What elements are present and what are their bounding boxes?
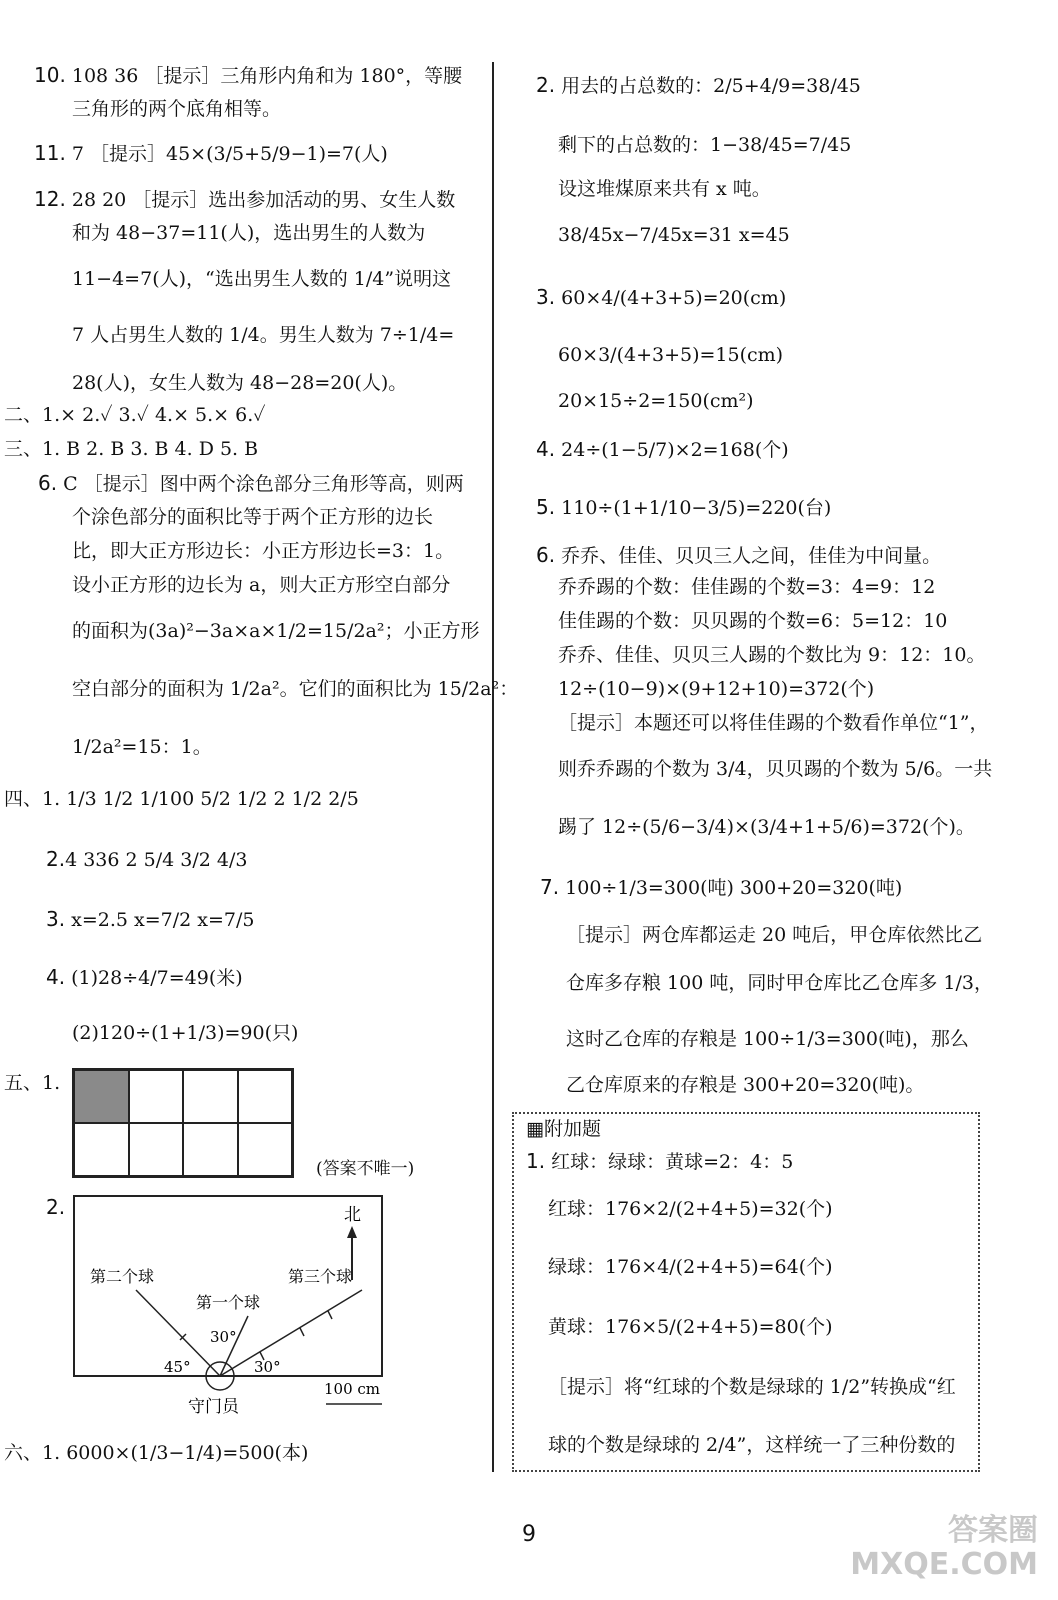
page-number: 9 [522, 1522, 536, 1547]
tick-mark [300, 1328, 304, 1336]
field-border [74, 1196, 382, 1376]
ball-2-label: 第二个球 [90, 1267, 155, 1286]
answer-not-unique-note: (答案不唯一) [316, 1159, 415, 1179]
bonus-icon: ▦ [526, 1118, 544, 1140]
answer-10: 10. 108 36 ［提示］三角形内角和为 180°，等腰 [34, 63, 463, 87]
watermark-logo: 答案圈 MXQE.COM [850, 1513, 1038, 1582]
section-4-answer-4: 4. (1)28÷4/7=49(米) [46, 965, 243, 989]
bonus-yellow: 黄球：176×5/(2+4+5)=80(个) [548, 1316, 833, 1338]
answer-10-cont: 三角形的两个底角相等。 [72, 98, 282, 120]
goalkeeper-label: 守门员 [188, 1397, 239, 1417]
grid-cell [238, 1123, 293, 1176]
north-label: 北 [344, 1205, 361, 1225]
grid-cell [183, 1123, 238, 1176]
section-5-answer-2-label: 2. [46, 1195, 66, 1219]
answer-r7: 7. 100÷1/3=300(吨) 300+20=320(吨) [540, 875, 903, 899]
answer-r7-line4: 这时乙仓库的存粮是 100÷1/3=300(吨)，那么 [566, 1028, 969, 1050]
answer-r2: 2. 用去的占总数的：2/5+4/9=38/45 [536, 73, 861, 97]
answer-r3: 3. 60×4/(4+3+5)=20(cm) [536, 285, 787, 309]
bonus-red: 红球：176×2/(2+4+5)=32(个) [548, 1198, 833, 1220]
section-4-answer-3: 3. x=2.5 x=7/2 x=7/5 [46, 907, 255, 931]
answer-12-line2: 和为 48−37=11(人)，选出男生的人数为 [72, 222, 426, 244]
section-5-label: 五、1. [4, 1072, 61, 1094]
answer-r2-line2: 剩下的占总数的：1−38/45=7/45 [558, 134, 852, 156]
answer-r7-line5: 乙仓库原来的存粮是 300+20=320(吨)。 [566, 1074, 925, 1096]
answer-r6-line6: ［提示］本题还可以将佳佳踢的个数看作单位“1”， [558, 712, 989, 734]
answer-r6-line8: 踢了 12÷(5/6−3/4)×(3/4+1+5/6)=372(个)。 [558, 816, 975, 838]
tick-mark [328, 1311, 332, 1319]
answer-r4: 4. 24÷(1−5/7)×2=168(个) [536, 437, 789, 461]
answer-r7-line2: ［提示］两仓库都运走 20 吨后，甲仓库依然比乙 [566, 924, 983, 946]
answer-3-6-line4: 设小正方形的边长为 a，则大正方形空白部分 [72, 574, 451, 596]
grid-cell [129, 1070, 184, 1123]
answer-12: 12. 28 20 ［提示］选出参加活动的男、女生人数 [34, 187, 456, 211]
bonus-green: 绿球：176×4/(2+4+5)=64(个) [548, 1256, 833, 1278]
answer-r5: 5. 110÷(1+1/10−3/5)=220(台) [536, 495, 832, 519]
grid-cell [129, 1123, 184, 1176]
angle-30-label-1: 30° [210, 1328, 237, 1346]
answer-r2-line3: 设这堆煤原来共有 x 吨。 [558, 178, 771, 200]
section-4-answer-2: 2.4 336 2 5/4 3/2 4/3 [46, 847, 248, 871]
scale-label: 100 cm [324, 1380, 381, 1398]
kick-direction-diagram [60, 1190, 400, 1430]
bonus-hint-1: ［提示］将“红球的个数是绿球的 1/2”转换成“红 [548, 1376, 956, 1398]
column-divider [492, 62, 494, 1472]
grid-cell [183, 1070, 238, 1123]
bonus-title: ▦附加题 [526, 1118, 601, 1140]
answer-r6: 6. 乔乔、佳佳、贝贝三人之间，佳佳为中间量。 [536, 543, 942, 567]
section-6-answer-1: 六、1. 6000×(1/3−1/4)=500(本) [4, 1442, 309, 1464]
grid-cell [238, 1070, 293, 1123]
answer-r7-line3: 仓库多存粮 100 吨，同时甲仓库比乙仓库多 1/3， [566, 972, 993, 994]
answer-r6-line4: 乔乔、佳佳、贝贝三人踢的个数比为 9：12：10。 [558, 644, 986, 666]
ball-3-label: 第三个球 [288, 1267, 353, 1286]
section-3-answers: 三、1. B 2. B 3. B 4. D 5. B [4, 438, 259, 460]
answer-r3-line3: 20×15÷2=150(cm²) [558, 390, 754, 412]
bonus-answer-1: 1. 红球：绿球：黄球=2：4：5 [526, 1149, 794, 1173]
answer-r6-line2: 乔乔踢的个数：佳佳踢的个数=3：4=9：12 [558, 576, 936, 598]
ball-1-label: 第一个球 [196, 1293, 261, 1312]
answer-12-line3: 11−4=7(人)，“选出男生人数的 1/4”说明这 [72, 268, 452, 290]
answer-3-6-line5: 的面积为(3a)²−3a×a×1/2=15/2a²；小正方形 [72, 620, 480, 642]
grid-cell [74, 1123, 129, 1176]
section-4-answer-4-2: (2)120÷(1+1/3)=90(只) [72, 1022, 299, 1044]
shaded-grid [72, 1068, 294, 1178]
bonus-hint-2: 球的个数是绿球的 2/4”，这样统一了三种份数的 [548, 1434, 956, 1456]
answer-r6-line7: 则乔乔踢的个数为 3/4，贝贝踢的个数为 5/6。一共 [558, 758, 993, 780]
answer-3-6-line2: 个涂色部分的面积比等于两个正方形的边长 [72, 506, 434, 528]
section-2-answers: 二、1.× 2.✓ 3.✓ 4.× 5.× 6.✓ [4, 404, 266, 426]
answer-12-line5: 28(人)，女生人数为 48−28=20(人)。 [72, 372, 408, 394]
answer-r2-line4: 38/45x−7/45x=31 x=45 [558, 224, 790, 246]
answer-3-6-line6: 空白部分的面积为 1/2a²。它们的面积比为 15/2a²： [72, 678, 519, 700]
answer-3-6: 6. C ［提示］图中两个涂色部分三角形等高，则两 [38, 471, 464, 495]
answer-3-6-line3: 比，即大正方形边长：小正方形边长=3：1。 [72, 540, 455, 562]
answer-r3-line2: 60×3/(4+3+5)=15(cm) [558, 344, 784, 366]
answer-r6-line3: 佳佳踢的个数：贝贝踢的个数=6：5=12：10 [558, 610, 948, 632]
answer-12-line4: 7 人占男生人数的 1/4。男生人数为 7÷1/4= [72, 324, 455, 346]
section-4-answer-1: 四、1. 1/3 1/2 1/100 5/2 1/2 2 1/2 2/5 [4, 788, 359, 810]
answer-11: 11. 7 ［提示］45×(3/5+5/9−1)=7(人) [34, 141, 388, 165]
north-arrow-head [347, 1226, 357, 1238]
answer-r6-line5: 12÷(10−9)×(9+12+10)=372(个) [558, 678, 875, 700]
angle-45-label: 45° [164, 1358, 191, 1376]
shaded-cell [74, 1070, 129, 1123]
answer-3-6-line7: 1/2a²=15：1。 [72, 736, 212, 758]
angle-30-label-2: 30° [254, 1358, 281, 1376]
